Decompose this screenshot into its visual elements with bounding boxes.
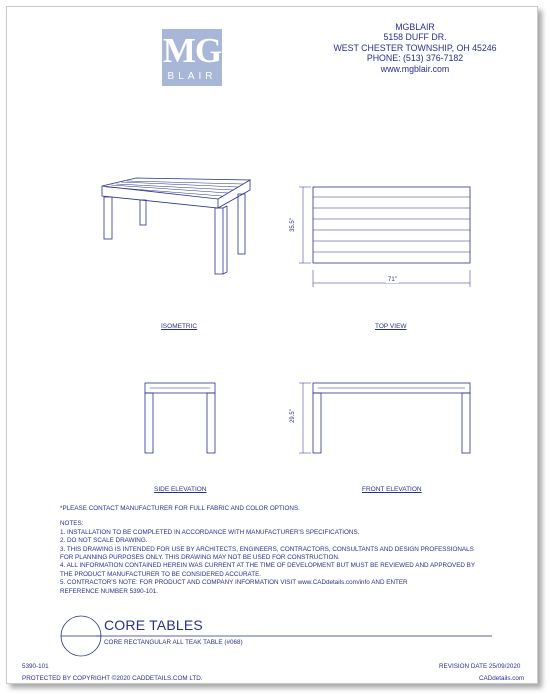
notes-heading: NOTES: xyxy=(60,520,84,528)
title-sub: CORE RECTANGULAR ALL TEAK TABLE (#068) xyxy=(104,639,243,646)
company-logo xyxy=(162,29,222,86)
revision-date: REVISION DATE 25/09/2020 xyxy=(439,663,521,670)
copyright: PROTECTED BY COPYRIGHT ©2020 CADDETAILS.COM LTD. xyxy=(22,675,203,682)
note-line: REFERENCE NUMBER 5390-101. xyxy=(60,587,158,595)
notes-block xyxy=(60,505,500,596)
isometric-view xyxy=(102,178,250,274)
side-elevation xyxy=(145,383,215,453)
logo-subtext: BLAIR xyxy=(167,71,217,82)
note-line: 1. INSTALLATION TO BE COMPLETED IN ACCORDANCE WITH MANUFACTURER'S SPECIFICATIONS. xyxy=(60,528,360,536)
isometric-caption: ISOMETRIC xyxy=(161,323,198,330)
reference-number: 5390-101 xyxy=(22,663,49,670)
top-width-dimension: 71" xyxy=(388,277,397,283)
caddetails-link[interactable]: CADdetails.com xyxy=(479,675,525,682)
company-info xyxy=(330,22,500,74)
company-website[interactable]: www.mgblair.com xyxy=(380,63,450,74)
note-line: FOR PLANNING PURPOSES ONLY. THIS DRAWING MAY NOT BE USED FOR CONSTRUCTION. xyxy=(60,554,340,562)
front-elevation-caption: FRONT ELEVATION xyxy=(362,486,422,493)
note-line: 2. DO NOT SCALE DRAWING. xyxy=(60,537,148,545)
title-main: CORE TABLES xyxy=(104,617,203,633)
note-line: 4. ALL INFORMATION CONTAINED HEREIN WAS CURRENT AT THE TIME OF DEVELOPMENT BUT MUST BE REVIEWED AND APPROVED BY xyxy=(60,562,476,570)
side-elevation-caption: SIDE ELEVATION xyxy=(154,486,207,493)
height-dimension: 29.5" xyxy=(289,409,296,423)
top-view xyxy=(299,187,470,287)
note-line: 5. CONTRACTOR'S NOTE: FOR PRODUCT AND COMPANY INFORMATION VISIT www.CADdetails.com/info AND ENTER xyxy=(60,579,408,587)
company-name: MGBLAIR xyxy=(395,22,435,32)
logo-mark: MG xyxy=(162,31,222,70)
company-address1: 5158 DUFF DR. xyxy=(383,32,447,43)
note-line: THE PRODUCT MANUFACTURER TO BE CONSIDERED ACCURATE. xyxy=(60,570,262,578)
fabric-note: *PLEASE CONTACT MANUFACTURER FOR FULL FABRIC AND COLOR OPTIONS. xyxy=(60,505,300,512)
company-address2: WEST CHESTER TOWNSHIP, OH 45246 xyxy=(333,42,497,53)
top-view-caption: TOP VIEW xyxy=(375,323,407,330)
company-phone: PHONE: (513) 376-7182 xyxy=(366,53,464,64)
note-line: 3. THIS DRAWING IS INTENDED FOR USE BY ARCHITECTS, ENGINEERS, CONTRACTORS, CONSULTANTS AND DESIGN PROFESSIONALS xyxy=(60,545,474,553)
top-depth-dimension: 35.5" xyxy=(289,218,296,232)
front-elevation xyxy=(299,383,470,453)
